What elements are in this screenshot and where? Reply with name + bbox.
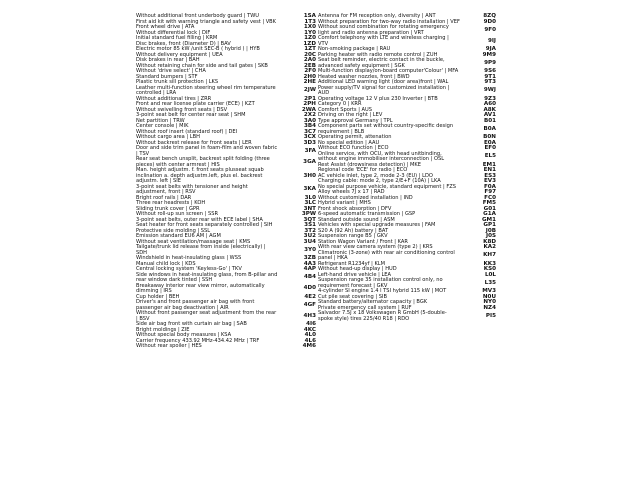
option-code: 9T1 — [484, 73, 496, 80]
option-description: Manual child lock | KDS — [136, 260, 196, 267]
option-description: Charging cable: mode 2, type 2/E+F (10A) | LKA — [318, 178, 441, 184]
option-description: Standard bumpers | STF — [136, 73, 198, 80]
option-code: 3D3 — [303, 139, 316, 146]
option-description: Without sound combination for rotating emergency light and radio antenna preparation | VRT — [318, 24, 449, 36]
option-description: Parking heater with radio remote control | ZUH — [318, 51, 438, 58]
option-code: 3NT — [303, 205, 316, 212]
option-code: J0S — [485, 233, 496, 239]
option-description: Without cargo area | LBH — [136, 134, 200, 140]
option-code: 4H3 — [303, 312, 316, 319]
option-description: 3-point seat belts with tensioner and height adjustment, front | RSV — [136, 183, 248, 195]
option-code: 9WJ — [483, 87, 496, 94]
option-description: Station Wagon Variant / Front | KAR — [318, 238, 408, 245]
option-code: 3CX — [303, 134, 316, 140]
option-code: EV3 — [483, 178, 496, 184]
option-code: NZ4 — [483, 304, 496, 311]
option-description: Standard battery/alternator capacity | BGK — [318, 299, 428, 305]
option-code: GP1 — [483, 222, 496, 228]
option-code: FC0 — [484, 194, 496, 201]
option-description: Refrigerant R1234yf | KLM — [318, 260, 386, 267]
option-code: MV3 — [482, 288, 496, 294]
option-code: EN1 — [483, 167, 496, 173]
option-code: 4I6 — [306, 321, 316, 327]
option-code: 3T2 — [304, 227, 316, 234]
option-description: 6-speed automatic transmission | GSP — [318, 211, 416, 217]
option-code: 2F0 — [304, 68, 316, 74]
option-code: 4E2 — [304, 293, 316, 300]
option-code: N0U — [482, 293, 496, 300]
option-description: S20 A (92 Ah) battery | BAT — [318, 227, 389, 234]
option-description: Power supply/TV signal for customized installation | AUD — [318, 84, 450, 96]
option-code: J0B — [485, 227, 496, 234]
option-code: 4B4 — [303, 274, 316, 281]
option-description: Protective side molding | SSL — [136, 227, 211, 234]
option-description: Door and side trim panel in foam-film and woven fabric | TSV — [136, 145, 278, 157]
option-code: 3U2 — [303, 233, 316, 239]
option-code: 1X0 — [303, 24, 316, 30]
option-description: Without delivery equipment | UEA — [136, 51, 223, 58]
option-code: G01 — [483, 205, 496, 212]
option-description: Carrier frequency 433.92 MHz-434.42 MHz | TRF — [136, 337, 260, 344]
option-description: Multi-function display/on-board computer'Colour' | MFA — [318, 68, 459, 74]
option-code: 4D0 — [303, 285, 316, 292]
option-code: 2H0 — [303, 73, 316, 80]
option-description: Rear seat bench unsplit, backrest split folding (three pieces) with center armrest | HIS — [136, 156, 270, 168]
option-code: L0L — [484, 271, 496, 278]
option-description: Front shock absorption | DFV — [318, 205, 392, 212]
option-description: Without additional tires | ZRR — [136, 95, 212, 102]
option-code: EM1 — [482, 161, 496, 168]
option-description: Seat heater for front seats separately controlled | SIH — [136, 222, 273, 228]
option-code: 9IJ — [487, 37, 496, 44]
option-code: 1ZT — [304, 46, 316, 52]
option-description: AC vehicle inlet, type 2, mode 2-3 (EU) | LDO — [318, 172, 433, 179]
option-description: Additional LED warning light (door area)front | WAL — [318, 79, 449, 85]
option-description: Regional code 'ECE' for radio | ECO — [318, 167, 408, 173]
option-description: Standard outside sound | ASM — [318, 216, 395, 223]
option-description: Without swivelling front seats | DSV — [136, 106, 228, 113]
option-code: 3GA — [303, 158, 316, 165]
option-row — [318, 86, 496, 97]
option-code: F0A — [483, 183, 496, 190]
option-code: 1T3 — [304, 18, 316, 25]
option-code: 1Z0 — [304, 35, 316, 41]
option-code: 9M9 — [482, 51, 496, 58]
option-code: 4AP — [303, 266, 316, 272]
option-description: Bright moldings | ZIE — [136, 326, 190, 333]
option-description: Plastic trunk sill protection | LKS — [136, 79, 219, 85]
option-code: 3C7 — [304, 128, 316, 135]
option-code: 3PW — [301, 211, 316, 217]
option-description: Without roll-up sun screen | SSR — [136, 211, 218, 217]
option-code: 3KA — [303, 186, 316, 193]
option-description: Without seat ventilation/massage seat | KMS — [136, 238, 251, 245]
option-row — [136, 273, 316, 284]
option-code: 1Y0 — [304, 29, 316, 36]
option-description: Without retaining chain for side and tail gates | SKB — [136, 62, 268, 69]
option-description: Heated washer nozzles, front | BWD — [318, 73, 410, 80]
option-description: Hybrid variant | MHS — [318, 200, 371, 206]
option-description: Comfort Sports | AUS — [318, 106, 372, 113]
option-code: ES3 — [484, 172, 496, 179]
option-description: Non-smoking package | RAU — [318, 46, 391, 52]
option-code: 2WA — [301, 106, 316, 113]
option-row — [136, 185, 316, 196]
option-description: Seat belt reminder, electric contact in the buckle, advanced safety equipment | SGK — [318, 57, 445, 69]
option-code: 2PH — [303, 101, 316, 107]
option-row — [136, 344, 316, 350]
option-code: NY0 — [483, 299, 496, 305]
option-description: Bright roof rails | DAR — [136, 194, 192, 201]
option-description: Windshield in heat-insulating glass | WSS — [136, 255, 242, 261]
option-description: Net partition | TRW — [136, 117, 185, 124]
option-description: Private emergency call system | RUF — [318, 304, 412, 311]
option-code: 4M6 — [302, 343, 316, 349]
option-code: 1ZD — [303, 40, 316, 47]
option-code: 3B4 — [303, 123, 316, 129]
option-description: Vehicles with special upgrade measures | FAM — [318, 222, 436, 228]
option-description: Central locking system 'Keyless-Go' | TKV — [136, 266, 242, 272]
option-code: 3A0 — [303, 117, 316, 124]
option-description: Without roof insert (standard roof) | DEI — [136, 128, 238, 135]
option-description: Driving on the right | LEV — [318, 112, 383, 118]
option-code: B0A — [483, 125, 496, 132]
option-description: Cup holder | BEH — [136, 293, 180, 300]
option-code: 3LC — [304, 200, 316, 206]
option-description: Disc brakes, front (Diameter D) | BAV — [136, 40, 231, 47]
option-code: 3S1 — [304, 222, 316, 228]
option-description: Center console | MIK — [136, 123, 189, 129]
option-code: 3U4 — [303, 238, 316, 245]
option-code: EL5 — [484, 153, 496, 160]
option-code: E0A — [483, 139, 496, 146]
option-description: With rear view camera system (type 2) | KRS — [318, 244, 433, 250]
option-description: No special edition | AAU — [318, 139, 380, 146]
option-code: FM5 — [482, 200, 496, 206]
option-description: Without ECO function | ECO — [318, 145, 389, 151]
option-description: Front and rear license plate carrier (ECE) | KZT — [136, 101, 255, 107]
option-code: G1A — [483, 211, 496, 217]
option-description: Suspension range 35 installation control only, no requirement forecast | GKV — [318, 277, 443, 289]
option-description: Driver's and front passenger air bag with front passenger air bag deactivation | AIR — [136, 299, 255, 311]
option-code: 3H0 — [303, 172, 316, 179]
option-code: PI5 — [485, 312, 496, 319]
option-row — [318, 152, 496, 163]
option-description: Cut pile seat covering | SIB — [318, 293, 387, 300]
option-code: KS0 — [483, 266, 496, 272]
option-code: 2JW — [303, 87, 316, 94]
option-code: 3FA — [304, 147, 316, 154]
option-description: Rest Assist (drowsiness detection) | MKE — [318, 161, 421, 168]
option-code: 1SA — [303, 13, 316, 19]
option-code: 4GF — [303, 301, 316, 308]
option-description: Salvador 7.5J x 18 Volkswagen R GmbH (5-double-spoke style) tires 225/40 R18 | RDO — [318, 310, 447, 322]
left-column — [136, 14, 316, 350]
option-code: L35 — [484, 279, 496, 286]
option-description: Breakaway interior rear view mirror, automatically dimming | IRS — [136, 282, 265, 294]
option-code: 9JA — [485, 46, 496, 52]
option-code: 9P9 — [484, 59, 496, 66]
option-description: Side air bag front with curtain air bag | SAB — [136, 321, 247, 327]
option-description: Without 'drive select' | CHA — [136, 68, 206, 74]
option-description: Front wheel drive | ATA — [136, 24, 195, 30]
option-code: 2EB — [304, 62, 316, 69]
option-description: First aid kit with warning triangle and safety vest | VBK — [136, 18, 277, 25]
option-description: Type approval Germany | TPL — [318, 117, 393, 124]
option-description: Leather multi-function steering wheel rim temperature controlled | LRA — [136, 84, 276, 96]
option-description: Suspension range B5 | GKV — [318, 233, 388, 239]
option-code: 3L0 — [304, 194, 316, 201]
option-description: Antenna for FM reception only, diversity | ANT — [318, 13, 436, 19]
option-description: Without preparation for two-way radio installation | VEF — [318, 18, 460, 25]
option-description: Side windows in heat-insulating glass, from B-pillar and rear window dark tinted | SSH — [136, 271, 278, 283]
option-row — [318, 251, 496, 262]
option-description: Comfort telephony with LTE and wireless charging | VTV — [318, 35, 449, 47]
option-description: Man. height adjustm. f. front seats plusseat squab inclination a. depth adjustm.left, plus el. backrest adjustm. left | SIE — [136, 167, 264, 184]
option-description: Operating voltage 12 V plus 230 Inverter | BTB — [318, 95, 438, 102]
option-description: Three rear headrests | KOH — [136, 200, 206, 206]
option-code: 20C — [304, 51, 316, 58]
option-code: 3ZB — [303, 255, 316, 261]
option-description: Tailgate/trunk lid release from inside (electrically) | SDH — [136, 244, 266, 256]
option-description: Sliding trunk cover | GPR — [136, 205, 200, 212]
option-code: 4L6 — [304, 337, 316, 344]
option-description: Without customized installation | IND — [318, 194, 413, 201]
option-code: 4KC — [303, 326, 316, 333]
option-code: GM1 — [481, 216, 496, 223]
option-description: Left-hand drive vehicle | LEA — [318, 271, 391, 278]
option-description: Without differential lock | DIF — [136, 29, 211, 36]
option-code: B0N — [483, 134, 496, 140]
option-description: Emission standard EU6 AM | AGM — [136, 233, 221, 239]
option-row — [136, 168, 316, 185]
option-code: 4L0 — [304, 332, 316, 338]
right-column — [318, 14, 496, 322]
option-code: KH7 — [483, 252, 496, 259]
option-description: 3-point seat belts, outer rear with ECE label | SHA — [136, 216, 263, 223]
option-description: Without additional front underbody guard | TWU — [136, 13, 259, 19]
option-description: Component parts set without country-specific design requirement | BLB — [318, 123, 454, 135]
option-description: Without backrest release for front seats | LER — [136, 139, 252, 146]
option-code: 9D0 — [483, 18, 496, 25]
option-description: Alloy wheels 7J x 17 | RAD — [318, 189, 385, 195]
option-description: Climatronic (3-zone) with rear air conditioning control panel | HKA — [318, 249, 455, 261]
option-code: 4A3 — [303, 260, 316, 267]
option-code: K8D — [483, 238, 496, 245]
option-description: Disk brakes in rear | BAH — [136, 57, 200, 63]
option-code: 2P1 — [304, 95, 316, 102]
option-code: 2X2 — [303, 112, 316, 118]
option-description: No special purpose vehicle, standard equipment | FZS — [318, 183, 457, 190]
option-code: 9S6 — [484, 68, 496, 74]
option-code: 3QT — [303, 216, 316, 223]
option-code: 2HE — [303, 79, 316, 85]
option-description: Without head-up display | HUD — [318, 266, 397, 272]
option-description: Initial standard fuel filling | KRM — [136, 35, 218, 41]
option-code: 3Y0 — [304, 246, 316, 253]
option-row — [318, 311, 496, 322]
option-description: Electric motor 85 kW /unit SEC-B ( hybrid ) | HYB — [136, 46, 260, 52]
option-code: 9Z3 — [484, 95, 496, 102]
option-description: Operating permit, attenation — [318, 134, 392, 140]
option-description: 4-cylinder SI engine 1.4 l TSI hybrid 115 kW | MOT — [318, 288, 447, 294]
option-code: A8K — [483, 106, 496, 113]
option-code: KK3 — [483, 260, 496, 267]
option-code: EF0 — [484, 145, 496, 151]
option-code: KA2 — [483, 244, 496, 250]
option-description: Without front passenger seat adjustment from the rear | BSV — [136, 310, 277, 322]
option-code: 8ZQ — [483, 13, 496, 19]
option-code: F97 — [484, 189, 496, 195]
option-code: AV1 — [483, 112, 496, 118]
option-row — [136, 86, 316, 97]
option-code: 2A0 — [303, 57, 316, 63]
option-description: Without special body measures | KSA — [136, 332, 232, 338]
option-description: Category 0 | KRR — [318, 101, 362, 107]
option-code: 9T3 — [484, 79, 496, 85]
option-code: A60 — [483, 101, 496, 107]
option-row — [136, 284, 316, 295]
option-code: B01 — [483, 117, 496, 124]
option-description: Without rear spoiler | HES — [136, 343, 202, 349]
option-description: Online service, with OCU, with head unitbinding, without engine immobiliser interconnection | OSL — [318, 150, 445, 162]
option-description: 3-point seat belt for center rear seat | SHM — [136, 112, 246, 118]
option-code: 9F0 — [484, 26, 496, 33]
